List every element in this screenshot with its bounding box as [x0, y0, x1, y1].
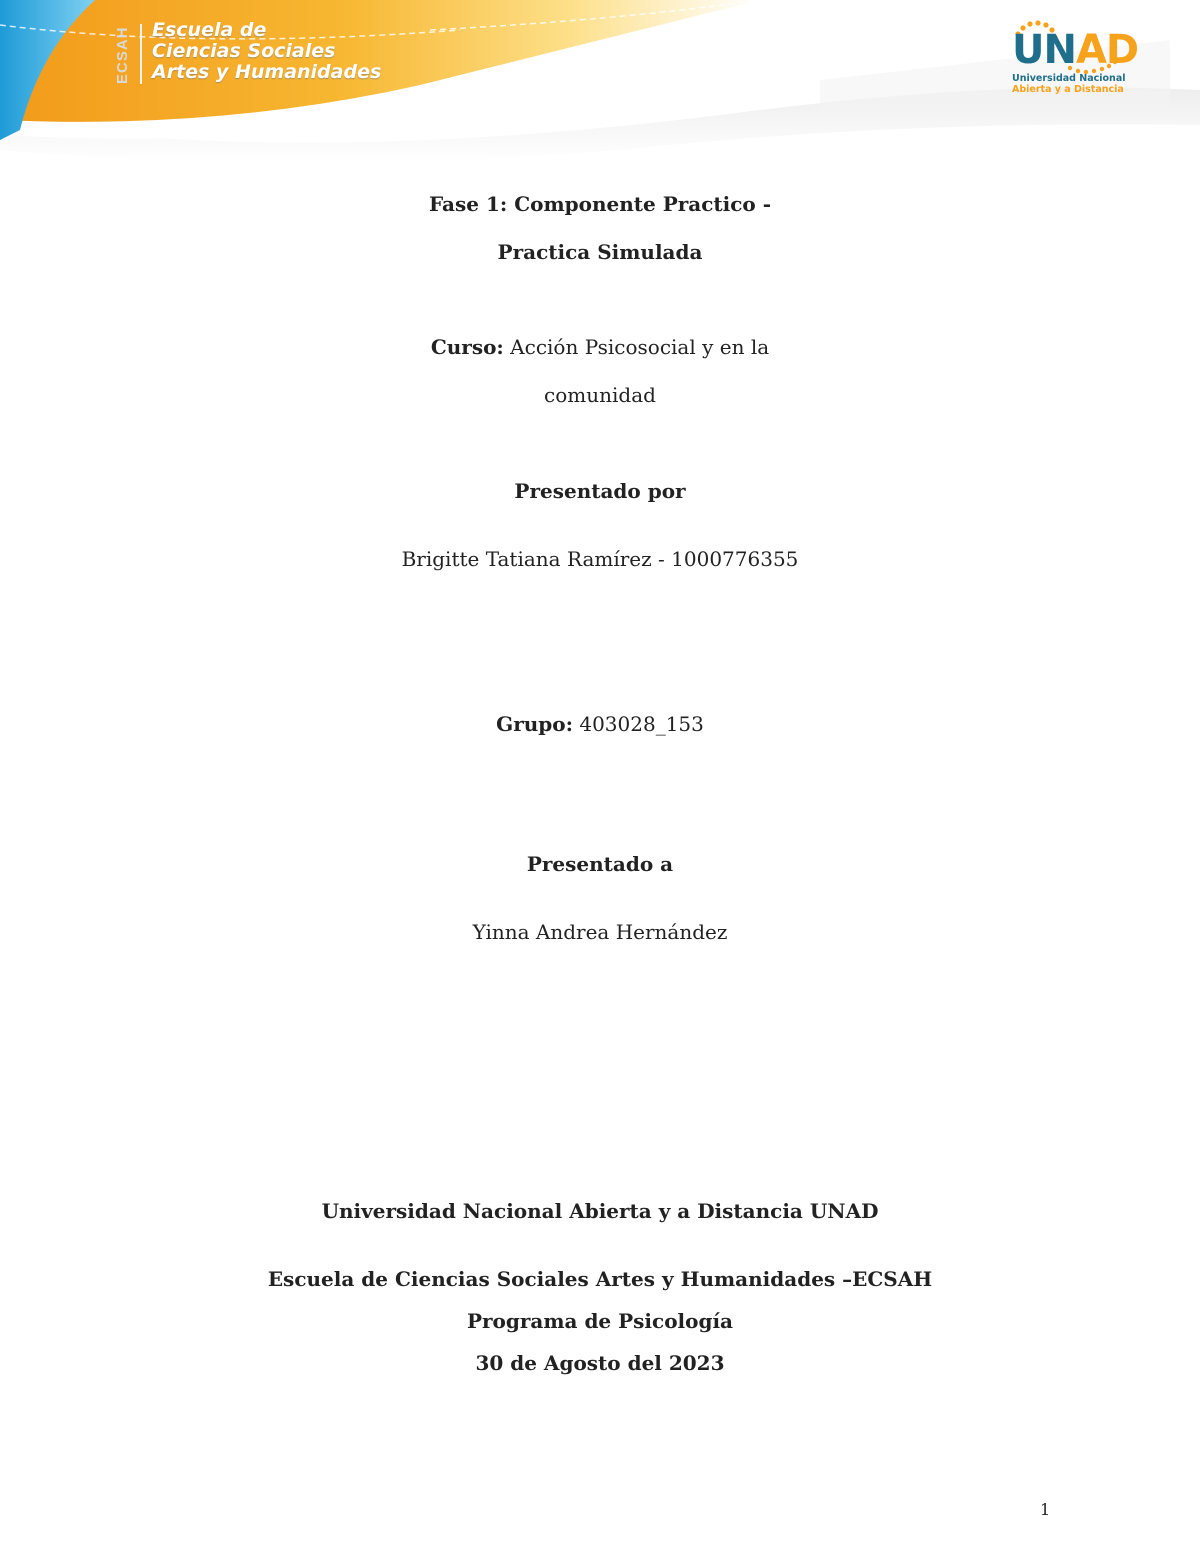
course-line-1: [0, 335, 1200, 359]
header-banner: [0, 0, 1200, 170]
unad-wordmark: UNAD: [1012, 27, 1139, 73]
group-line: [0, 712, 1200, 736]
group-value: 403028_153: [579, 712, 704, 736]
presented-to-heading: Presentado a: [526, 852, 674, 876]
page-number: 1: [1040, 1500, 1051, 1519]
school-full-name: Escuela de Ciencias Sociales Artes y Humanidades –ECSAH: [267, 1267, 933, 1291]
ecsah-vertical-text: ECSAH: [114, 26, 131, 84]
school-name: [152, 20, 381, 83]
logo-divider: [140, 24, 142, 84]
school-line-1: Escuela de: [152, 19, 267, 41]
title-line-2: Practica Simulada: [497, 240, 703, 264]
group-label: Grupo:: [496, 712, 573, 736]
unad-subtitle-1: Universidad Nacional: [1012, 73, 1126, 84]
unad-subtitle-2: Abierta y a Distancia: [1012, 84, 1124, 95]
course-line-2: comunidad: [544, 383, 656, 407]
title-line-1: Fase 1: Componente Practico -: [428, 192, 772, 216]
document-date: 30 de Agosto del 2023: [475, 1351, 725, 1375]
course-label: Curso:: [430, 335, 504, 359]
student-name: Brigitte Tatiana Ramírez - 1000776355: [401, 547, 799, 571]
school-line-2: Ciencias Sociales: [152, 40, 336, 62]
presented-by-heading: Presentado por: [514, 479, 686, 503]
program-name: Programa de Psicología: [466, 1309, 734, 1333]
university-name: Universidad Nacional Abierta y a Distancia UNAD: [321, 1199, 879, 1223]
school-logo: [112, 20, 432, 90]
school-line-3: Artes y Humanidades: [152, 61, 382, 83]
unad-logo: [1008, 20, 1139, 100]
tutor-name: Yinna Andrea Hernández: [472, 920, 728, 944]
course-value: Acción Psicosocial y en la: [510, 335, 770, 359]
